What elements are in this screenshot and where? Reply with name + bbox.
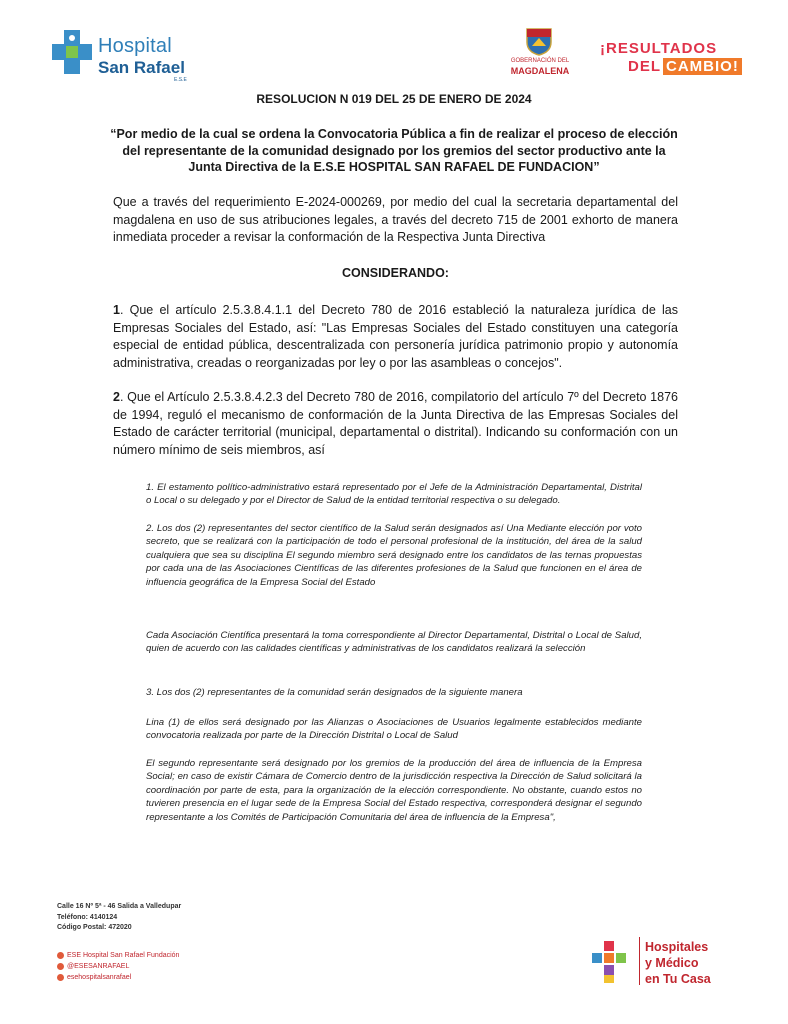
point-2-paragraph: [113, 389, 678, 459]
hospitales-line1: Hospitales: [645, 940, 709, 954]
twitter-icon: [57, 963, 64, 970]
facebook-icon: [57, 952, 64, 959]
social-instagram-label: esehospitalsanrafael: [67, 974, 132, 981]
hospital-cross-icon: [52, 28, 92, 76]
footer-contact: [57, 902, 181, 934]
point-1-number: 1: [113, 303, 120, 317]
gobernacion-line1: GOBERNACIÓN DEL: [510, 58, 570, 64]
point-1-paragraph: [113, 302, 678, 372]
quote-paragraph: Lina (1) de ellos será designado por las Alianzas o Asociaciones de Usuarios legalmente establecidos mediante convocatoria realizada por parte de la Dirección Distrital o Local de Salud: [146, 717, 642, 742]
logo-divider: [639, 937, 640, 985]
social-facebook[interactable]: [57, 950, 179, 961]
hospital-logo-ese: E.S.E: [174, 77, 187, 83]
quote-paragraph: 3. Los dos (2) representantes de la comunidad serán designados de la siguiente manera: [146, 687, 523, 698]
resultados-prefix: DEL: [628, 58, 661, 75]
hospitales-text: [645, 939, 711, 987]
hospital-logo: [52, 28, 212, 86]
hospital-logo-line2: San Rafael: [98, 58, 185, 77]
point-2-number: 2: [113, 390, 120, 404]
resultados-line2: [628, 58, 742, 75]
hospitales-mark-icon: [588, 939, 632, 985]
resolution-subtitle: “Por medio de la cual se ordena la Convocatoria Pública a fin de realizar el proceso de elección del representante de la comunidad designado por los gremios del sector productivo ante la Junta Directiva de la E.S.E HOSPITAL SAN RAFAEL DE FUNDACION”: [110, 127, 678, 174]
quote-paragraph: 2. Los dos (2) representantes del sector científico de la Salud serán designados así Una Mediante elección por voto secreto, que se realizará con la participación de todo el personal profesional de la institución, del área de la salud cualquiera que sea su disciplina El segundo miembro será designado entre los candidatos de las ternas propuestas por cada una de las Asociaciones Científicas de las diferentes profesiones de la Salud que funcionen en el área de influencia geográfica de la Empresa Social del Estado: [146, 523, 642, 588]
gobernacion-line2: MAGDALENA: [510, 66, 570, 76]
quote-paragraph: Cada Asociación Científica presentará la toma correspondiente al Director Departamental, Distrital o Local de Salud, quien de acuerdo con las calidades científicas y administrativas de los candidatos realizará la selección: [146, 630, 642, 655]
quote-paragraph: 1. El estamento político-administrativo estará representado por el Jefe de la Administración Departamental, Distrital o Local o su delegado y por el Director de Salud de la entidad territorial respectiva o su delegado.: [146, 482, 642, 507]
coat-of-arms-icon: [524, 26, 554, 56]
resultados-line1: ¡RESULTADOS: [600, 40, 718, 57]
social-twitter[interactable]: [57, 961, 179, 972]
footer-address: Calle 16 Nº 5ª - 46 Salida a Valledupar: [57, 903, 182, 910]
intro-paragraph: Que a través del requerimiento E-2024-000269, por medio del cual la secretaria departamental del magdalena en uso de sus atribuciones legales, a través del decreto 715 de 2001 exhorto de manera inmediata proceder a revisar la conformación de la Respectiva Junta Directiva: [113, 195, 678, 244]
point-1-text: . Que el artículo 2.5.3.8.4.1.1 del Decreto 780 de 2016 estableció la naturaleza jurídica de las Empresas Sociales del Estado, así: "Las Empresas Sociales del Estado constituyen una categoría especial de entidad pública, descentralizada con personería jurídica patrimonio propio y autonomía administrativa, creadas o reorganizadas por ley o por las asambleas o concejos".: [113, 303, 678, 370]
resultados-logo: [600, 40, 770, 80]
considerando-heading: CONSIDERANDO:: [342, 266, 449, 280]
resolution-title: RESOLUCION N 019 DEL 25 DE ENERO DE 2024: [256, 92, 532, 106]
quote-paragraph: El segundo representante será designado por los gremios de la producción del área de influencia de la Empresa Social; en caso de existir Cámara de Comercio dentro de la jurisdicción respectiva la Dirección de Salud solicitará la coordinación por parte de esta, para la organización de la elección correspondiente. No obstante, cuando estos no tuvieren presencia en el lugar sede de la Empresa Social del Estado respectiva, corresponderá designar el segundo representante a los Comités de Participación Comunitaria del área de influencia de la Empresa",: [146, 758, 642, 823]
social-facebook-label: ESE Hospital San Rafael Fundación: [67, 952, 180, 959]
social-twitter-label: @ESESANRAFAEL: [67, 963, 130, 970]
footer-postal: Código Postal: 472020: [57, 924, 132, 931]
point-2-text: . Que el Artículo 2.5.3.8.4.2.3 del Decreto 780 de 2016, compilatorio del artículo 7º del Decreto 1876 de 1994, reguló el mecanismo de conformación de la Junta Directiva de las Empresas Sociales del Estado de carácter territorial (municipal, departamental o distrital). Indicando su conformación con un número mínimo de seis miembros, así: [113, 390, 678, 457]
hospitales-line3: en Tu Casa: [645, 972, 711, 986]
footer-phone: Teléfono: 4140124: [57, 913, 118, 921]
instagram-icon: [57, 974, 64, 981]
hospital-logo-line1: Hospital: [98, 35, 172, 57]
resultados-box: CAMBIO!: [663, 58, 742, 75]
gobernacion-logo: [500, 26, 576, 78]
hospitales-line2: y Médico: [645, 956, 699, 970]
footer-social: [57, 950, 179, 983]
social-instagram[interactable]: [57, 972, 179, 983]
hospitales-logo: [588, 935, 738, 995]
